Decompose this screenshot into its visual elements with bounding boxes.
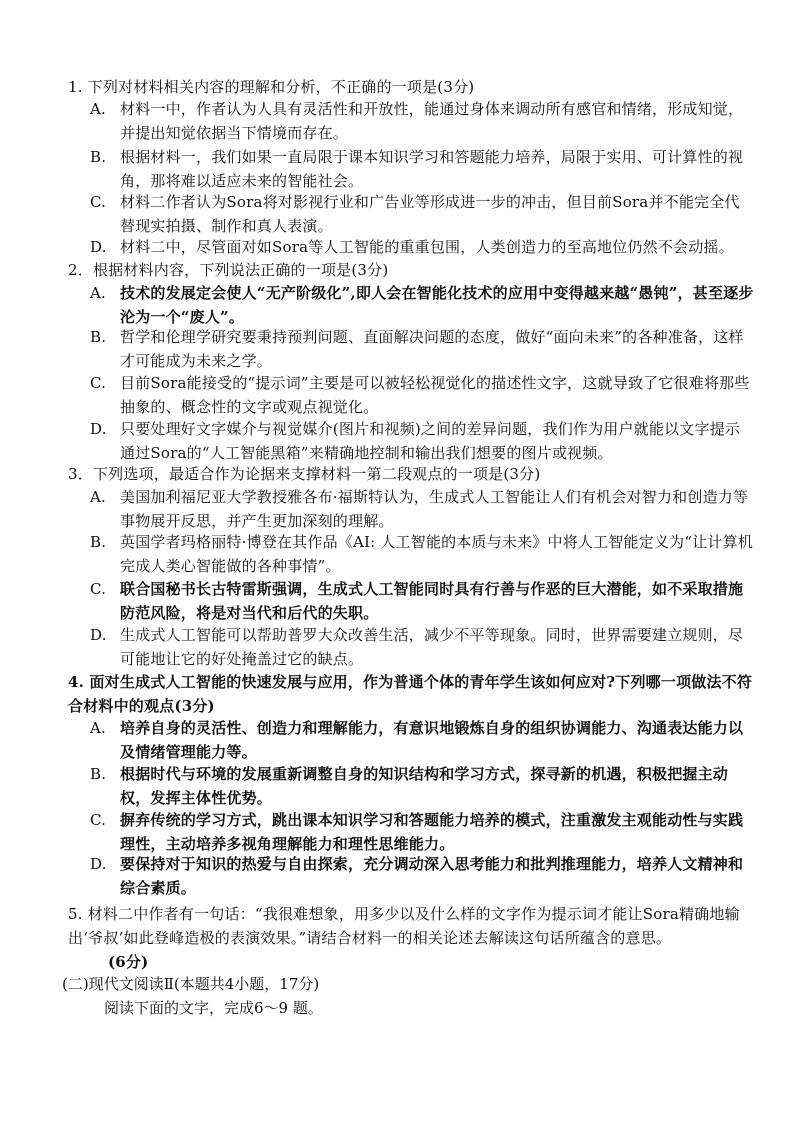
question-2-option-d xyxy=(90,418,754,465)
option-letter: D. xyxy=(90,420,107,438)
option-letter: C. xyxy=(90,580,107,598)
question-2-option-b xyxy=(90,326,754,373)
option-text: 材料一中，作者认为人具有灵活性和开放性，能通过身体来调动所有感官和情绪，形成知觉，并提出知觉依据当下情境而存在。 xyxy=(120,100,744,142)
question-5-text: 5. 材料二中作者有一句话：“我很难想象，用多少以及什么样的文字作为提示词才能让Sora精确地输出‘爷叔’如此登峰造极的表演效果。”请结合材料一的相关论述去解读这句话所蕴含的意思。 xyxy=(68,905,740,947)
option-text: 摒弃传统的学习方式，跳出课本知识学习和答题能力培养的模式，注重激发主观能动性与实践理性，主动培养多视角理解能力和理性思维能力。 xyxy=(120,811,744,853)
question-5-score: (6分) xyxy=(108,953,149,971)
option-letter: D. xyxy=(90,238,107,256)
option-text: 联合国秘书长古特雷斯强调，生成式人工智能同时具有行善与作恶的巨大潜能，如不采取措施防范风险，将是对当代和后代的失职。 xyxy=(120,580,744,622)
option-text: 目前Sora能接受的“提示词”主要是可以被轻松视觉化的描述性文字，这就导致了它很难将那些抽象的、概念性的文字或观点视觉化。 xyxy=(120,374,750,416)
option-letter: B. xyxy=(90,328,107,346)
option-letter: C. xyxy=(90,374,107,392)
option-letter: A. xyxy=(90,100,107,118)
question-4-option-b xyxy=(90,763,754,810)
option-letter: D. xyxy=(90,855,107,873)
question-3-option-c xyxy=(90,578,754,625)
option-letter: B. xyxy=(90,533,107,551)
option-letter: C. xyxy=(90,193,107,211)
question-4-stem: 4. 面对生成式人工智能的快速发展与应用，作为普通个体的青年学生该如何应对?下列哪一项做法不符合材料中的观点(3分) xyxy=(68,673,753,715)
question-3-option-b xyxy=(90,531,754,578)
question-2-option-a xyxy=(90,282,754,329)
question-1-option-d xyxy=(90,236,754,260)
option-letter: B. xyxy=(90,148,107,166)
option-text: 根据时代与环境的发展重新调整自身的知识结构和学习方式，探寻新的机遇，积极把握主动权，发挥主体性优势。 xyxy=(120,765,729,807)
question-3-stem: 3．下列选项，最适合作为论据来支撑材料一第二段观点的一项是(3分) xyxy=(68,465,541,483)
question-2-option-c xyxy=(90,372,754,419)
question-3-option-a xyxy=(90,486,754,533)
option-text: 材料二中，尽管面对如Sora等人工智能的重重包围，人类创造力的至高地位仍然不会动摇。 xyxy=(120,238,734,256)
question-4-option-d xyxy=(90,853,754,900)
option-text: 生成式人工智能可以帮助普罗大众改善生活，减少不平等现象。同时，世界需要建立规则，尽可能地让它的好处掩盖过它的缺点。 xyxy=(120,626,744,668)
option-letter: A. xyxy=(90,719,107,737)
option-text: 培养自身的灵活性、创造力和理解能力，有意识地锻炼自身的组织协调能力、沟通表达能力以及情绪管理能力等。 xyxy=(120,719,744,761)
option-letter: C. xyxy=(90,811,107,829)
option-text: 材料二作者认为Sora将对影视行业和广告业等形成进一步的冲击，但目前Sora并不能完全代替现实拍摄、制作和真人表演。 xyxy=(120,193,740,235)
option-text: 要保持对于知识的热爱与自由探索，充分调动深入思考能力和批判推理能力，培养人文精神和综合素质。 xyxy=(120,855,744,897)
option-text: 英国学者玛格丽特·博登在其作品《AI: 人工智能的本质与未来》中将人工智能定义为“让计算机完成人类心智能做的各种事情”。 xyxy=(120,533,754,575)
question-1-option-a xyxy=(90,98,754,145)
option-text: 美国加利福尼亚大学教授雅各布·福斯特认为，生成式人工智能让人们有机会对智力和创造力等事物展开反思，并产生更加深刻的理解。 xyxy=(120,488,749,530)
question-1-stem: 1. 下列对材料相关内容的理解和分析，不正确的一项是(3分) xyxy=(68,78,475,96)
question-2-stem: 2．根据材料内容，下列说法正确的一项是(3分) xyxy=(68,261,389,279)
option-letter: D. xyxy=(90,626,107,644)
option-text: 技术的发展定会使人“无产阶级化”,即人会在智能化技术的应用中变得越来越“愚钝”，甚至逐步沦为一个“废人”。 xyxy=(120,284,754,326)
option-letter: A. xyxy=(90,284,107,302)
question-1-option-b xyxy=(90,146,754,193)
question-1-option-c xyxy=(90,191,754,238)
question-4-option-a xyxy=(90,717,754,764)
option-text: 根据材料一，我们如果一直局限于课本知识学习和答题能力培养，局限于实用、可计算性的视角，那将难以适应未来的智能社会。 xyxy=(120,148,744,190)
question-3-option-d xyxy=(90,624,754,671)
option-letter: A. xyxy=(90,488,107,506)
question-4-option-c xyxy=(90,809,754,856)
option-text: 只要处理好文字媒介与视觉媒介(图片和视频)之间的差异问题，我们作为用户就能以文字提示通过Sora的“人工智能黑箱”来精确地控制和输出我们想要的图片或视频。 xyxy=(120,420,741,462)
option-letter: B. xyxy=(90,765,107,783)
section-instruction: 阅读下面的文字，完成6～9 题。 xyxy=(104,999,323,1017)
section-heading: (二)现代文阅读Ⅱ(本题共4小题，17分) xyxy=(62,975,320,993)
question-5-stem xyxy=(68,902,758,974)
option-text: 哲学和伦理学研究要秉持预判问题、直面解决问题的态度，做好“面向未来”的各种准备，这样才可能成为未来之学。 xyxy=(120,328,744,370)
